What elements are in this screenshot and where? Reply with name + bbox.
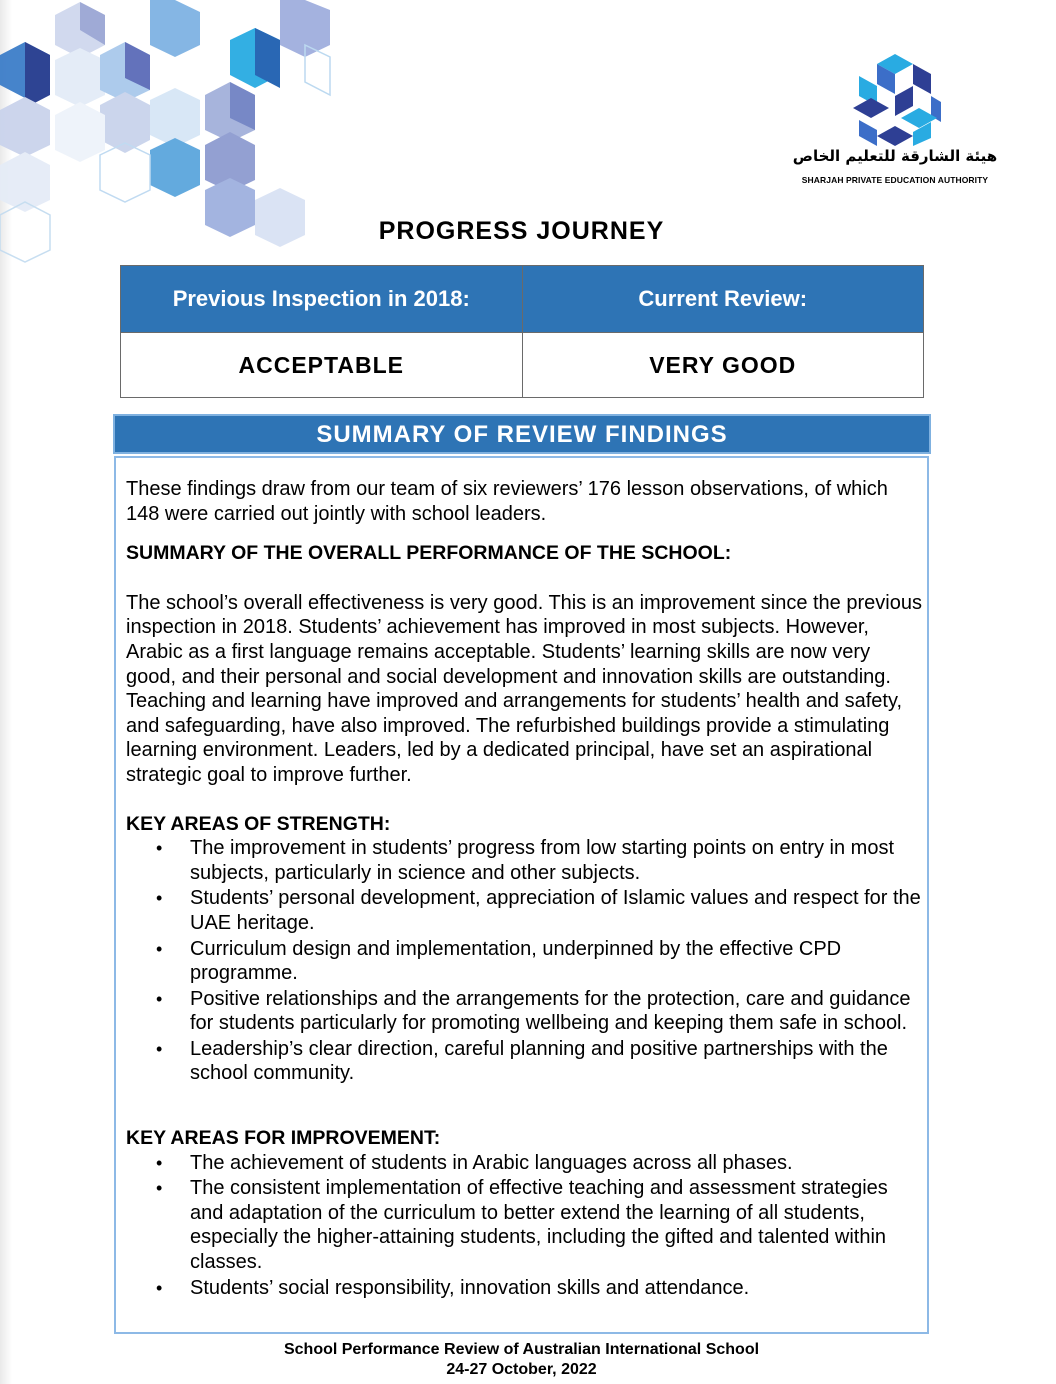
- overall-performance-paragraph: The school’s overall effectiveness is very good. This is an improvement since the previous inspection in 2018. Students’ achievement has improved in most subjects. However, Arabic as a first language remains acceptable. Students’ learning skills are now very good, and their personal and social development and innovation skills are outstanding. Teaching and learning have improved and arrangements for students’ health and safety, and safeguarding, have also improved. The refurbished buildings provide a stimulating learning environment. Leaders, led by a dedicated principal, have set an aspirational strategic goal to improve further.: [126, 591, 922, 786]
- spea-logo-icon: [845, 52, 945, 148]
- bullet-icon: •: [156, 1277, 163, 1298]
- bullet-icon: •: [156, 1038, 163, 1059]
- bullet-icon: •: [156, 838, 163, 859]
- list-item-text: Positive relationships and the arrangements for the protection, care and guidance for students particularly for promoting wellbeing and keeping them safe in school.: [190, 987, 911, 1035]
- list-item-text: The improvement in students’ progress from low starting points on entry in most subjects, particularly in science and other subjects.: [190, 837, 895, 884]
- logo-english-name: SHARJAH PRIVATE EDUCATION AUTHORITY: [801, 175, 989, 185]
- current-review-header: Current Review:: [522, 266, 924, 333]
- bullet-icon: •: [156, 888, 163, 909]
- cube-shape: [25, 42, 50, 108]
- footer-title: School Performance Review of Australian International School: [283, 1341, 760, 1358]
- current-rating: VERY GOOD: [522, 333, 924, 398]
- list-item-text: Students’ social responsibility, innovation skills and attendance.: [190, 1276, 750, 1299]
- previous-inspection-header: Previous Inspection in 2018:: [121, 266, 523, 333]
- list-item-text: The achievement of students in Arabic languages across all phases.: [190, 1151, 793, 1174]
- list-item: [126, 1276, 922, 1301]
- bullet-icon: •: [156, 938, 163, 959]
- page-footer: [0, 1340, 1043, 1380]
- list-item-text: Curriculum design and implementation, underpinned by the effective CPD programme.: [190, 937, 842, 985]
- footer-date: 24-27 October, 2022: [446, 1361, 597, 1378]
- cube-shape: [55, 48, 105, 107]
- list-item: [126, 937, 922, 986]
- strengths-heading: KEY AREAS OF STRENGTH:: [126, 812, 391, 835]
- bullet-icon: •: [156, 1178, 163, 1199]
- list-item: [126, 1176, 922, 1274]
- cube-shape: [150, 138, 200, 197]
- list-item-text: Leadership’s clear direction, careful planning and positive partnerships with the school community.: [190, 1037, 888, 1085]
- cube-shape: [0, 152, 50, 212]
- list-item: [126, 1037, 922, 1086]
- list-item: [126, 1151, 922, 1176]
- overall-performance-heading: SUMMARY OF THE OVERALL PERFORMANCE OF THE SCHOOL:: [126, 542, 732, 565]
- cube-shape: [55, 102, 105, 162]
- table-header-row: [121, 266, 924, 333]
- summary-banner: SUMMARY OF REVIEW FINDINGS: [113, 414, 931, 454]
- page-title: PROGRESS JOURNEY: [378, 217, 665, 245]
- strengths-list: [126, 836, 922, 1086]
- cube-shape: [100, 92, 150, 153]
- bullet-icon: •: [156, 1152, 163, 1173]
- logo-arabic-name: هيئة الشارقة للتعليم الخاص: [792, 147, 998, 165]
- progress-journey-table: [120, 265, 924, 398]
- intro-paragraph: These findings draw from our team of six reviewers’ 176 lesson observations, of which 148 were carried out jointly with school leaders.: [126, 478, 888, 525]
- summary-content: [126, 477, 922, 1301]
- cube-shape: [150, 0, 200, 57]
- list-item: [126, 836, 922, 885]
- list-item: [126, 886, 922, 935]
- cube-shape: [0, 97, 50, 157]
- table-row: [121, 333, 924, 398]
- improvements-list: [126, 1151, 922, 1301]
- bullet-icon: •: [156, 988, 163, 1009]
- list-item-text: The consistent implementation of effective teaching and assessment strategies and adaptation of the curriculum to better extend the learning of all students, especially the higher-attaining students, including the gifted and talented within classes.: [190, 1177, 888, 1274]
- list-item-text: Students’ personal development, appreciation of Islamic values and respect for the UAE heritage.: [190, 887, 921, 934]
- previous-rating: ACCEPTABLE: [121, 333, 523, 398]
- improvement-heading: KEY AREAS FOR IMPROVEMENT:: [126, 1127, 441, 1150]
- list-item: [126, 987, 922, 1036]
